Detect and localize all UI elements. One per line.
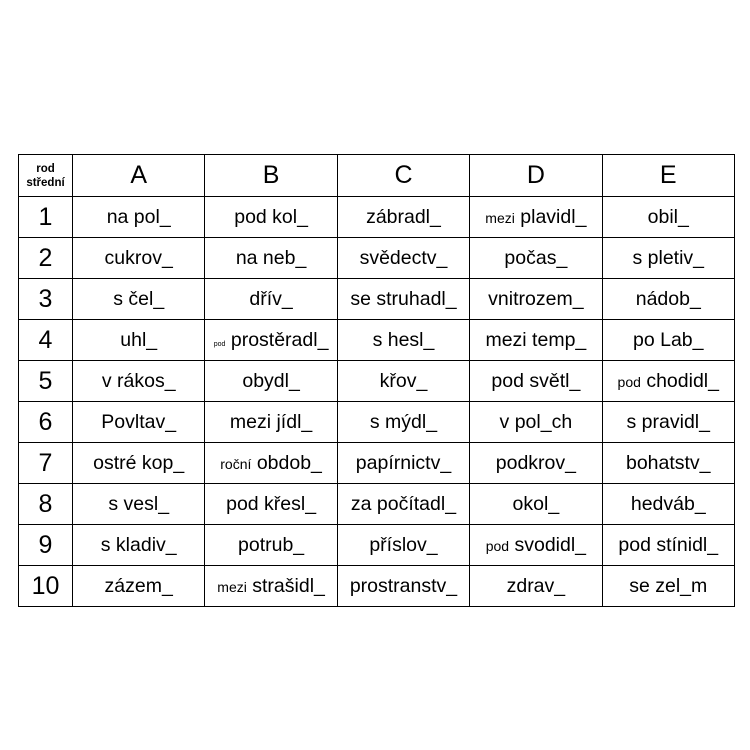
cell-text: s hesl_ [372, 328, 435, 351]
exercise-cell-c [337, 238, 469, 279]
table-row [19, 402, 735, 443]
corner-label-line1: rod [36, 162, 55, 175]
exercise-cell-a [73, 238, 205, 279]
exercise-cell-e [602, 361, 734, 402]
cell-text: Povltav_ [101, 410, 177, 433]
exercise-cell-e [602, 484, 734, 525]
row-number: 6 [19, 402, 73, 443]
exercise-cell-a [73, 443, 205, 484]
exercise-cell-c [337, 443, 469, 484]
cell-text: plavidl_ [520, 205, 587, 228]
cell-text: vnitrozem_ [488, 287, 584, 310]
exercise-cell-d [470, 361, 602, 402]
cell-text: s mýdl_ [369, 410, 438, 433]
table-row [19, 320, 735, 361]
cell-text: s pravidl_ [626, 410, 710, 433]
row-number: 2 [19, 238, 73, 279]
cell-text: pod stínidl_ [618, 533, 719, 556]
row-number: 4 [19, 320, 73, 361]
exercise-cell-d [470, 525, 602, 566]
cell-text: obdob_ [256, 451, 322, 474]
exercise-table [18, 154, 735, 607]
cell-text: s pletiv_ [632, 246, 705, 269]
cell-text: mezi jídl_ [229, 410, 313, 433]
column-header-c: C [337, 155, 469, 197]
cell-prefix: pod [485, 537, 510, 554]
exercise-cell-c [337, 361, 469, 402]
cell-text: s čel_ [113, 287, 165, 310]
column-header-e: E [602, 155, 734, 197]
exercise-cell-c [337, 484, 469, 525]
cell-text: cukrov_ [104, 246, 173, 269]
exercise-cell-d [470, 484, 602, 525]
table-row [19, 443, 735, 484]
cell-text: zázem_ [104, 574, 173, 597]
exercise-cell-c [337, 525, 469, 566]
cell-prefix: pod [213, 340, 226, 348]
exercise-cell-c [337, 197, 469, 238]
exercise-cell-e [602, 443, 734, 484]
cell-prefix: pod [617, 373, 641, 390]
cell-text: na neb_ [235, 246, 307, 269]
table-row [19, 279, 735, 320]
exercise-cell-d [470, 320, 602, 361]
exercise-cell-b [205, 238, 337, 279]
cell-text: se zel_m [629, 574, 708, 597]
exercise-cell-e [602, 525, 734, 566]
column-header-d: D [470, 155, 602, 197]
cell-text: hedváb_ [630, 492, 706, 515]
exercise-cell-b [205, 443, 337, 484]
cell-text: uhl_ [120, 328, 158, 351]
exercise-cell-b [205, 361, 337, 402]
cell-text: pod křesl_ [226, 492, 317, 515]
cell-text: pod kol_ [234, 205, 308, 228]
exercise-cell-e [602, 402, 734, 443]
cell-text: na pol_ [106, 205, 171, 228]
exercise-cell-a [73, 361, 205, 402]
table-row [19, 525, 735, 566]
exercise-cell-d [470, 197, 602, 238]
cell-text: obil_ [647, 205, 689, 228]
exercise-cell-a [73, 279, 205, 320]
cell-text: v pol_ch [499, 410, 573, 433]
table-row [19, 566, 735, 607]
table-row [19, 238, 735, 279]
exercise-cell-c [337, 566, 469, 607]
cell-text: ostré kop_ [93, 451, 185, 474]
row-number: 10 [19, 566, 73, 607]
cell-text: s vesl_ [108, 492, 170, 515]
exercise-cell-b [205, 197, 337, 238]
corner-label [19, 155, 73, 197]
column-header-b: B [205, 155, 337, 197]
cell-text: nádob_ [635, 287, 701, 310]
cell-text: podkrov_ [495, 451, 576, 474]
cell-text: dřív_ [249, 287, 293, 310]
table-row [19, 197, 735, 238]
row-number: 3 [19, 279, 73, 320]
exercise-cell-c [337, 320, 469, 361]
row-number: 9 [19, 525, 73, 566]
exercise-cell-e [602, 566, 734, 607]
cell-text: strašidl_ [252, 574, 325, 597]
exercise-cell-e [602, 279, 734, 320]
row-number: 8 [19, 484, 73, 525]
exercise-cell-b [205, 484, 337, 525]
exercise-cell-a [73, 197, 205, 238]
cell-text: se struhadl_ [350, 287, 457, 310]
cell-text: papírnictv_ [355, 451, 452, 474]
cell-text: zdrav_ [506, 574, 566, 597]
table-row [19, 361, 735, 402]
exercise-cell-a [73, 402, 205, 443]
cell-text: příslov_ [369, 533, 438, 556]
cell-text: za počítadl_ [350, 492, 457, 515]
exercise-cell-b [205, 525, 337, 566]
exercise-cell-c [337, 402, 469, 443]
table-row [19, 484, 735, 525]
table-body [19, 197, 735, 607]
exercise-cell-b [205, 402, 337, 443]
exercise-cell-d [470, 566, 602, 607]
exercise-cell-e [602, 320, 734, 361]
exercise-cell-c [337, 279, 469, 320]
cell-text: okol_ [512, 492, 560, 515]
exercise-cell-b [205, 279, 337, 320]
row-number: 1 [19, 197, 73, 238]
exercise-cell-e [602, 238, 734, 279]
exercise-cell-a [73, 484, 205, 525]
cell-text: prostěradl_ [230, 328, 329, 351]
corner-label-line2: střední [26, 176, 65, 189]
cell-text: svědectv_ [359, 246, 448, 269]
cell-prefix: mezi [485, 209, 515, 226]
exercise-cell-d [470, 402, 602, 443]
cell-text: křov_ [379, 369, 428, 392]
exercise-cell-a [73, 566, 205, 607]
exercise-cell-d [470, 279, 602, 320]
exercise-cell-d [470, 238, 602, 279]
cell-text: v rákos_ [101, 369, 176, 392]
cell-text: prostranstv_ [349, 574, 458, 597]
row-number: 5 [19, 361, 73, 402]
cell-prefix: roční [220, 455, 252, 472]
exercise-cell-a [73, 525, 205, 566]
column-header-a: A [73, 155, 205, 197]
exercise-cell-e [602, 197, 734, 238]
cell-text: bohatstv_ [625, 451, 711, 474]
cell-text: potrub_ [238, 533, 305, 556]
exercise-cell-a [73, 320, 205, 361]
cell-text: obydl_ [242, 369, 300, 392]
cell-text: s kladiv_ [100, 533, 177, 556]
exercise-cell-b [205, 320, 337, 361]
row-number: 7 [19, 443, 73, 484]
exercise-cell-b [205, 566, 337, 607]
cell-text: po Lab_ [633, 328, 704, 351]
exercise-cell-d [470, 443, 602, 484]
cell-text: pod světl_ [491, 369, 581, 392]
cell-text: zábradl_ [366, 205, 441, 228]
cell-prefix: mezi [217, 578, 247, 595]
cell-text: chodidl_ [646, 369, 719, 392]
cell-text: mezi temp_ [485, 328, 587, 351]
header-row [19, 155, 735, 197]
cell-text: svodidl_ [514, 533, 587, 556]
cell-text: počas_ [504, 246, 568, 269]
